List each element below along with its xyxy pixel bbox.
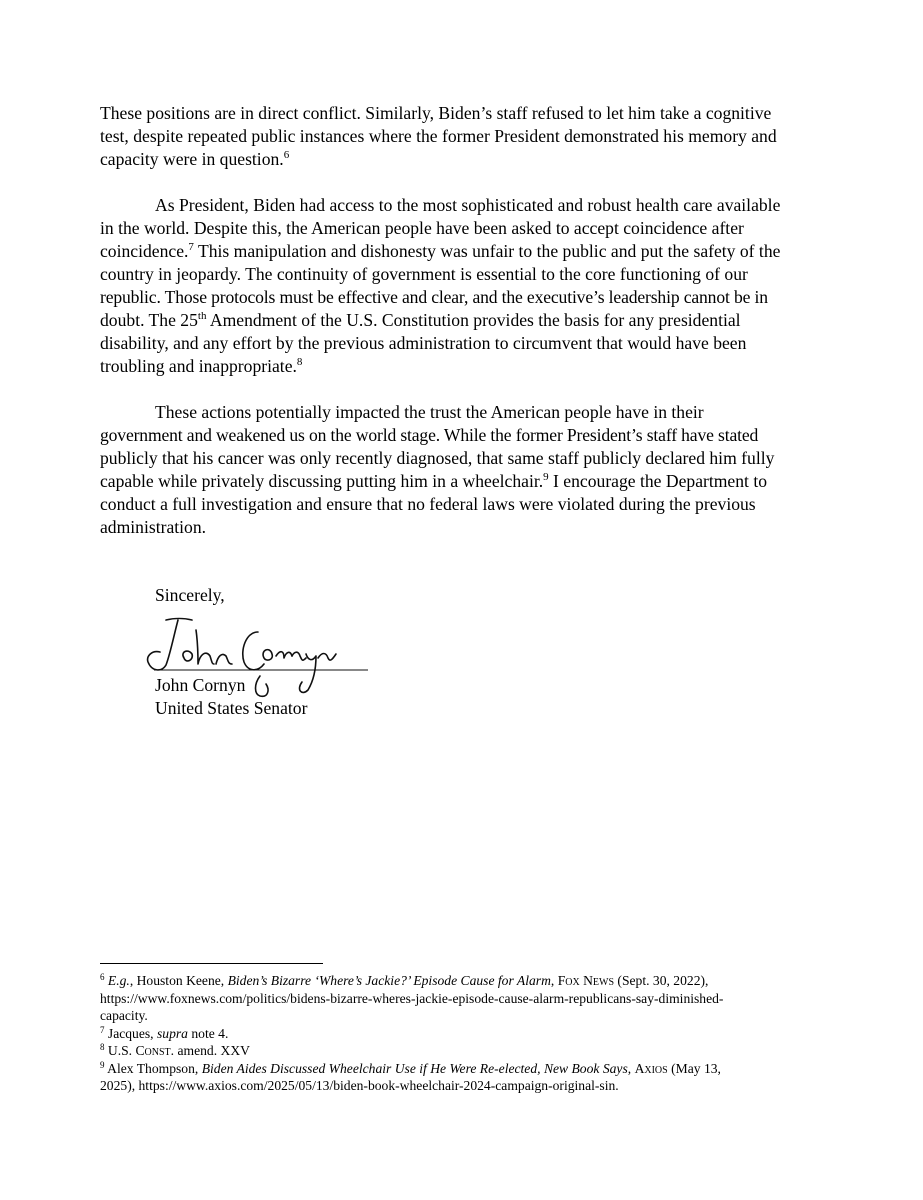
signer-name: John Cornyn (155, 675, 246, 695)
paragraph-line: conduct a full investigation and ensure that no federal laws were violated during the previous (100, 494, 756, 514)
paragraph-line: These positions are in direct conflict. Similarly, Biden’s staff refused to let him take a cognitive (100, 103, 772, 123)
paragraph-text: capacity were in question. (100, 149, 284, 169)
footnote-7 (100, 1025, 820, 1043)
paragraph-text: These actions potentially impacted the trust the American people have in their (155, 402, 704, 422)
paragraph-line: publicly that his cancer was only recently diagnosed, that same staff publicly declared him fully (100, 448, 775, 468)
footnote-const: Const (135, 1043, 171, 1058)
footnote-9-cont: 2025), https://www.axios.com/2025/05/13/biden-book-wheelchair-2024-campaign-original-sin. (100, 1078, 619, 1093)
paragraph-text: As President, Biden had access to the most sophisticated and robust health care available (155, 195, 781, 215)
footnote-article-title: Biden’s Bizarre ‘Where’s Jackie?’ Episode Cause for Alarm (227, 973, 551, 988)
footnote-text: Alex Thompson, (104, 1060, 202, 1076)
footnote-publication: Axios (634, 1060, 668, 1076)
footnote-text: Jacques, (104, 1025, 157, 1041)
footnote-ref-7: 7 (188, 241, 194, 253)
footnote-text: , (627, 1060, 635, 1076)
paragraph-text: I encourage the Department to (548, 471, 768, 491)
footnote-9 (100, 1060, 820, 1078)
paragraph-text: coincidence. (100, 241, 189, 261)
paragraph-line (100, 355, 820, 378)
footnote-number: 6 (100, 972, 105, 982)
footnote-6 (100, 972, 820, 990)
footnote-publication: Fox News (557, 973, 615, 988)
footnote-number: 7 (100, 1024, 105, 1035)
paragraph-line (100, 148, 820, 171)
paragraph-line (100, 470, 820, 493)
paragraph-line: in the world. Despite this, the American people have been asked to accept coincidence after (100, 218, 744, 238)
footnotes (100, 972, 820, 1095)
footnote-supra: supra (156, 1025, 188, 1041)
paragraph-line: government and weakened us on the world stage. While the former President’s staff have stated (100, 425, 759, 445)
footnote-number: 9 (100, 1059, 105, 1070)
paragraph-text: doubt. The 25 (100, 310, 198, 330)
paragraph-text: Amendment of the U.S. Constitution provides the basis for any presidential (206, 310, 741, 330)
paragraph-text: troubling and inappropriate. (100, 356, 297, 376)
paragraph-3 (100, 401, 820, 539)
footnote-text: U.S. (104, 1043, 136, 1058)
footnote-6-url: https://www.foxnews.com/politics/bidens-bizarre-wheres-jackie-episode-cause-alarm-republicans-say-diminished- (100, 990, 724, 1006)
footnote-text: , (550, 973, 558, 988)
footnote-article-title: Biden Aides Discussed Wheelchair Use if He Were Re-elected, New Book Says (201, 1060, 628, 1076)
footnote-text: . amend. XXV (170, 1043, 250, 1058)
footnote-ref-6: 6 (283, 149, 290, 161)
footnote-text: note 4. (187, 1025, 229, 1041)
footnote-ref-9: 9 (543, 471, 549, 483)
paragraph-line: test, despite repeated public instances where the former President demonstrated his memory and (100, 126, 777, 146)
ordinal-suffix: th (197, 310, 207, 322)
footnote-text: (May 13, (667, 1060, 721, 1076)
paragraph-line (100, 194, 820, 217)
footnote-text: (Sept. 30, 2022), (614, 973, 709, 988)
paragraph-line (100, 309, 820, 332)
paragraph-line: country in jeopardy. The continuity of government is essential to the core functioning of our (100, 264, 748, 284)
footnote-number: 8 (100, 1042, 105, 1052)
paragraph-line: disability, and any effort by the previous administration to circumvent that would have been (100, 333, 747, 353)
paragraph-line: republic. Those protocols must be effective and clear, and the executive’s leadership cannot be in (100, 287, 768, 307)
paragraph-line (100, 401, 820, 424)
signer-title: United States Senator (155, 698, 308, 718)
footnote-ref-8: 8 (296, 356, 303, 368)
paragraph-line (100, 240, 820, 263)
footnote-8 (100, 1042, 820, 1060)
paragraph-text: This manipulation and dishonesty was unfair to the public and put the safety of the (193, 241, 781, 261)
salutation: Sincerely, (155, 585, 225, 605)
footnote-text: , Houston Keene, (129, 973, 228, 988)
paragraph-text: capable while privately discussing putting him in a wheelchair. (100, 471, 544, 491)
footnote-signal: E.g. (107, 973, 130, 988)
paragraph-1 (100, 102, 820, 171)
footnote-6-url-cont: capacity. (100, 1008, 148, 1023)
footnote-separator (100, 963, 323, 964)
paragraph-line: administration. (100, 517, 207, 537)
paragraph-2 (100, 194, 820, 378)
